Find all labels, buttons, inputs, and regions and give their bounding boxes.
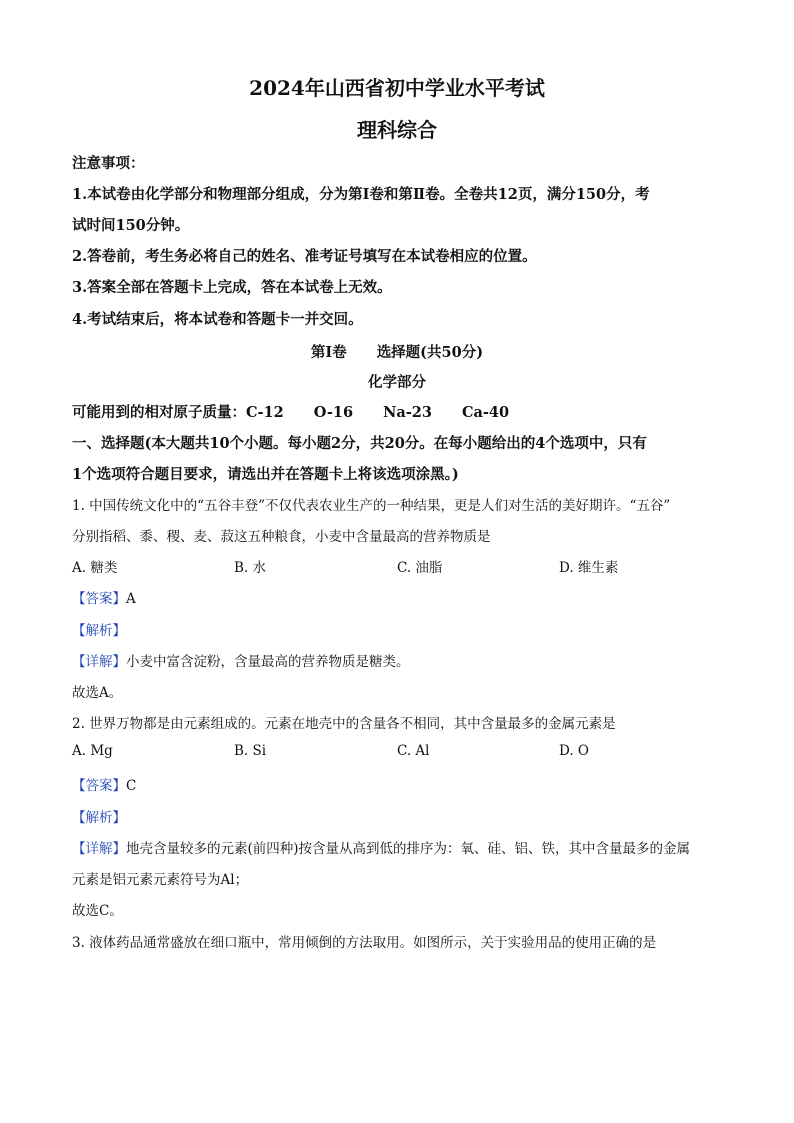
- section1-instructions-2: 1个选项符合题目要求，请选出并在答题卡上将该选项涂黑。): [72, 466, 459, 483]
- atomic-mass-c: C-12: [246, 404, 284, 421]
- q1-analysis: [72, 619, 722, 639]
- q2-option-c: C. Al: [397, 743, 430, 759]
- q1-option-d: D. 维生素: [559, 560, 619, 576]
- exam-subtitle: 理科综合: [357, 118, 437, 142]
- q1-stem-2: 分别指稻、黍、稷、麦、菽这五种粮食，小麦中含量最高的营养物质是: [72, 529, 491, 545]
- atomic-mass-ca: Ca-40: [461, 404, 510, 421]
- q1-option-b: B. 水: [234, 560, 267, 576]
- q1-detail-text: 小麦中富含淀粉，含量最高的营养物质是糖类。: [126, 654, 410, 670]
- part1-title: 选择题(共50分): [376, 344, 484, 361]
- notice-item-2: 2.答卷前，考生务必将自己的姓名、准考证号填写在本试卷相应的位置。: [72, 248, 537, 265]
- q1-option-a: A. 糖类: [72, 560, 118, 576]
- q2-conclusion: 故选C。: [72, 903, 123, 919]
- q2-option-a: A. Mg: [72, 743, 113, 759]
- notice-heading: 注意事项：: [72, 155, 145, 172]
- q2-detail-tag: 【详解】: [72, 841, 126, 857]
- q1-detail-tag: 【详解】: [72, 654, 126, 670]
- q1-answer-tag: 【答案】: [72, 591, 126, 607]
- q2-analysis-tag: 【解析】: [72, 810, 126, 826]
- q1-conclusion: 故选A。: [72, 685, 123, 701]
- atomic-mass-na: Na-23: [383, 404, 432, 421]
- q1-answer: [72, 587, 722, 607]
- q2-option-b: B. Si: [234, 743, 267, 759]
- q2-detail-text-1: 地壳含量较多的元素(前四种)按含量从高到低的排序为：氧、硅、铝、铁，其中含量最多的金属: [126, 841, 691, 857]
- q2-option-d: D. O: [559, 743, 589, 759]
- notice-item-4: 4.考试结束后，将本试卷和答题卡一并交回。: [72, 311, 363, 328]
- q2-answer-value: C: [126, 778, 137, 794]
- part1-label: 第Ⅰ卷: [310, 344, 347, 361]
- notice-item-3: 3.答案全部在答题卡上完成，答在本试卷上无效。: [72, 279, 392, 296]
- q2-answer-tag: 【答案】: [72, 778, 126, 794]
- q2-analysis: [72, 806, 722, 826]
- q1-detail: [72, 650, 722, 670]
- q2-stem: 2. 世界万物都是由元素组成的。元素在地壳中的含量各不相同，其中含量最多的金属元素是: [72, 716, 616, 732]
- q2-detail-1: [72, 837, 722, 857]
- q3-stem: 3. 液体药品通常盛放在细口瓶中，常用倾倒的方法取用。如图所示，关于实验用品的使用正确的是: [72, 935, 657, 951]
- q2-detail-2: 元素是铝元素元素符号为Al；: [72, 872, 249, 888]
- q1-analysis-tag: 【解析】: [72, 623, 126, 639]
- notice-item-1-cont: 试时间150分钟。: [72, 217, 190, 234]
- notice-item-1: 1.本试卷由化学部分和物理部分组成，分为第Ⅰ卷和第Ⅱ卷。全卷共12页，满分150分，考: [72, 186, 650, 203]
- exam-title: 2024年山西省初中学业水平考试: [249, 76, 545, 100]
- section1-instructions-1: 一、选择题(本大题共10个小题。每小题2分，共20分。在每小题给出的4个选项中，只有: [72, 435, 647, 452]
- atomic-mass-o: O-16: [313, 404, 354, 421]
- atomic-mass-line: [72, 401, 722, 422]
- chemistry-section-heading: 化学部分: [368, 374, 426, 391]
- q1-answer-value: A: [126, 591, 136, 607]
- q1-stem-1: 1. 中国传统文化中的“五谷丰登”不仅代表农业生产的一种结果，更是人们对生活的美好期许。“五谷”: [72, 498, 671, 514]
- atomic-mass-label: 可能用到的相对原子质量：: [72, 404, 246, 421]
- part1-heading: [0, 341, 794, 362]
- q1-option-c: C. 油脂: [397, 560, 443, 576]
- q2-answer: [72, 774, 722, 794]
